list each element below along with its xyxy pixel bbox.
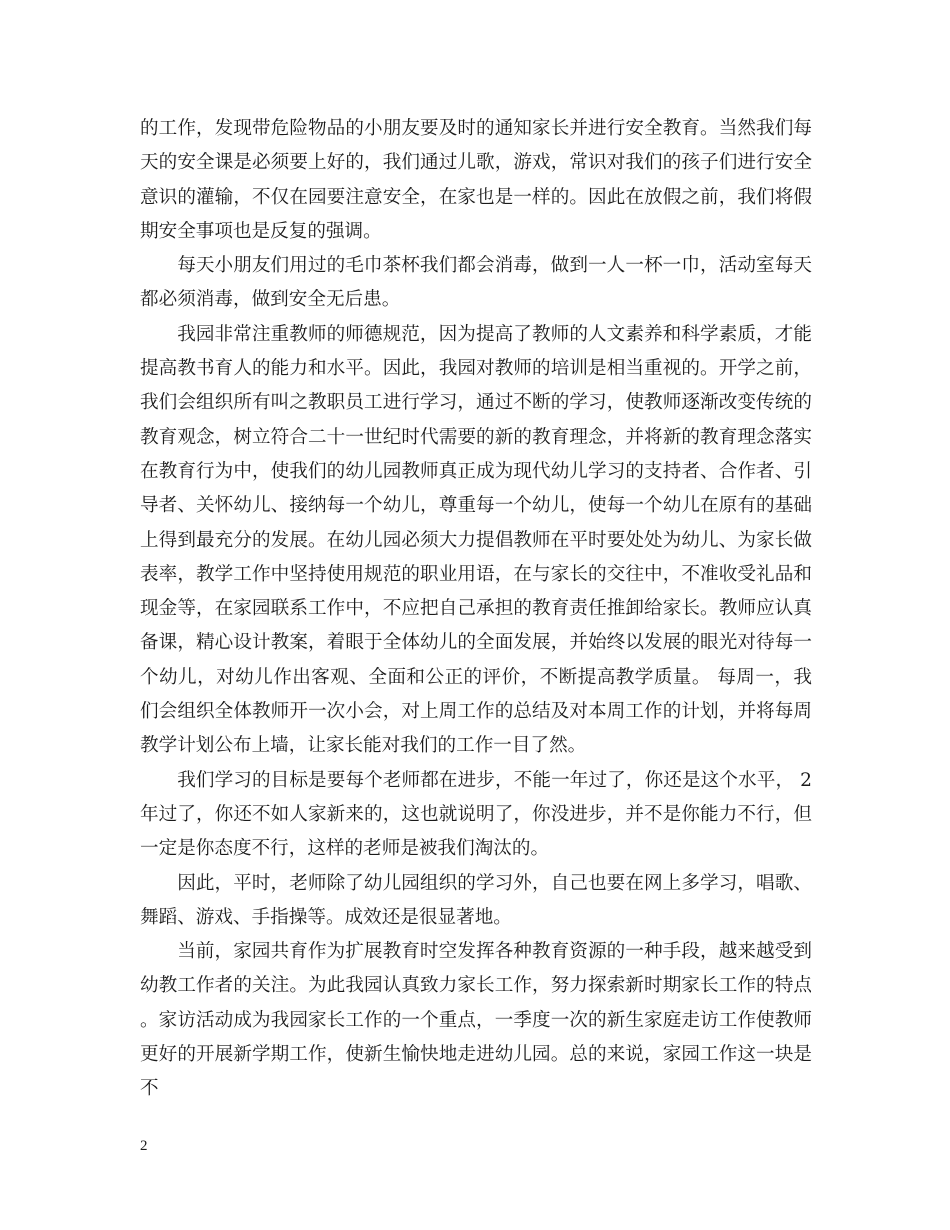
page-number: 2 [140, 1138, 148, 1154]
paragraph-5: 因此，平时，老师除了幼儿园组织的学习外，自己也要在网上多学习，唱歌、舞蹈、游戏、手指操等。成效还是很显著地。 [140, 872, 812, 928]
paragraph-3: 我园非常注重教师的师德规范，因为提高了教师的人文素养和科学素质，才能提高教书育人的能力和水平。因此，我园对教师的培训是相当重视的。开学之前，我们会组织所有叫之教职员工进行学习，通过不断的学习，使教师逐渐改变传统的教育观念，树立符合二十一世纪时代需要的新的教育理念，并将新的教育理念落实在教育行为中，使我们的幼儿园教师真正成为现代幼儿学习的支持者、合作者、引导者、关怀幼儿、接纳每一个幼儿，尊重每一个幼儿，使每一个幼儿在原有的基础上得到最充分的发展。在幼儿园必须大力提倡教师在平时要处处为幼儿、为家长做表率，教学工作中坚持使用规范的职业用语，在与家长的交往中，不准收受礼品和现金等，在家园联系工作中，不应把自己承担的教育责任推卸给家长。教师应认真备课，精心设计教案，着眼于全体幼儿的全面发展，并始终以发展的眼光对待每一个幼儿，对幼儿作出客观、全面和公正的评价，不断提高教学质量。 每周一，我们会组织全体教师开一次小会，对上周工作的总结及对本周工作的计划，并将每周教学计划公布上墙，让家长能对我们的工作一目了然。 [140, 323, 812, 757]
paragraph-6: 当前，家园共育作为扩展教育时空发挥各种教育资源的一种手段，越来越受到幼教工作者的关注。为此我园认真致力家长工作，努力探索新时期家长工作的特点。家访活动成为我园家长工作的一个重点，一季度一次的新生家庭走访工作使教师更好的开展新学期工作，使新生愉快地走进幼儿园。总的来说，家园工作这一块是不 [140, 941, 812, 1100]
paragraph-2: 每天小朋友们用过的毛巾茶杯我们都会消毒，做到一人一杯一巾，活动室每天都必须消毒，做到安全无后患。 [140, 255, 812, 311]
paragraph-4: 我们学习的目标是要每个老师都在进步，不能一年过了，你还是这个水平， 2年过了，你还不如人家新来的，这也就说明了，你没进步，并不是你能力不行，但一定是你态度不行，这样的老师是被我们淘汰的。 [140, 769, 812, 860]
body-text [140, 112, 812, 1107]
paragraph-1: 的工作，发现带危险物品的小朋友要及时的通知家长并进行安全教育。当然我们每天的安全课是必须要上好的，我们通过儿歌，游戏，常识对我们的孩子们进行安全意识的灌输，不仅在园要注意安全，在家也是一样的。因此在放假之前，我们将假期安全事项也是反复的强调。 [140, 118, 812, 242]
